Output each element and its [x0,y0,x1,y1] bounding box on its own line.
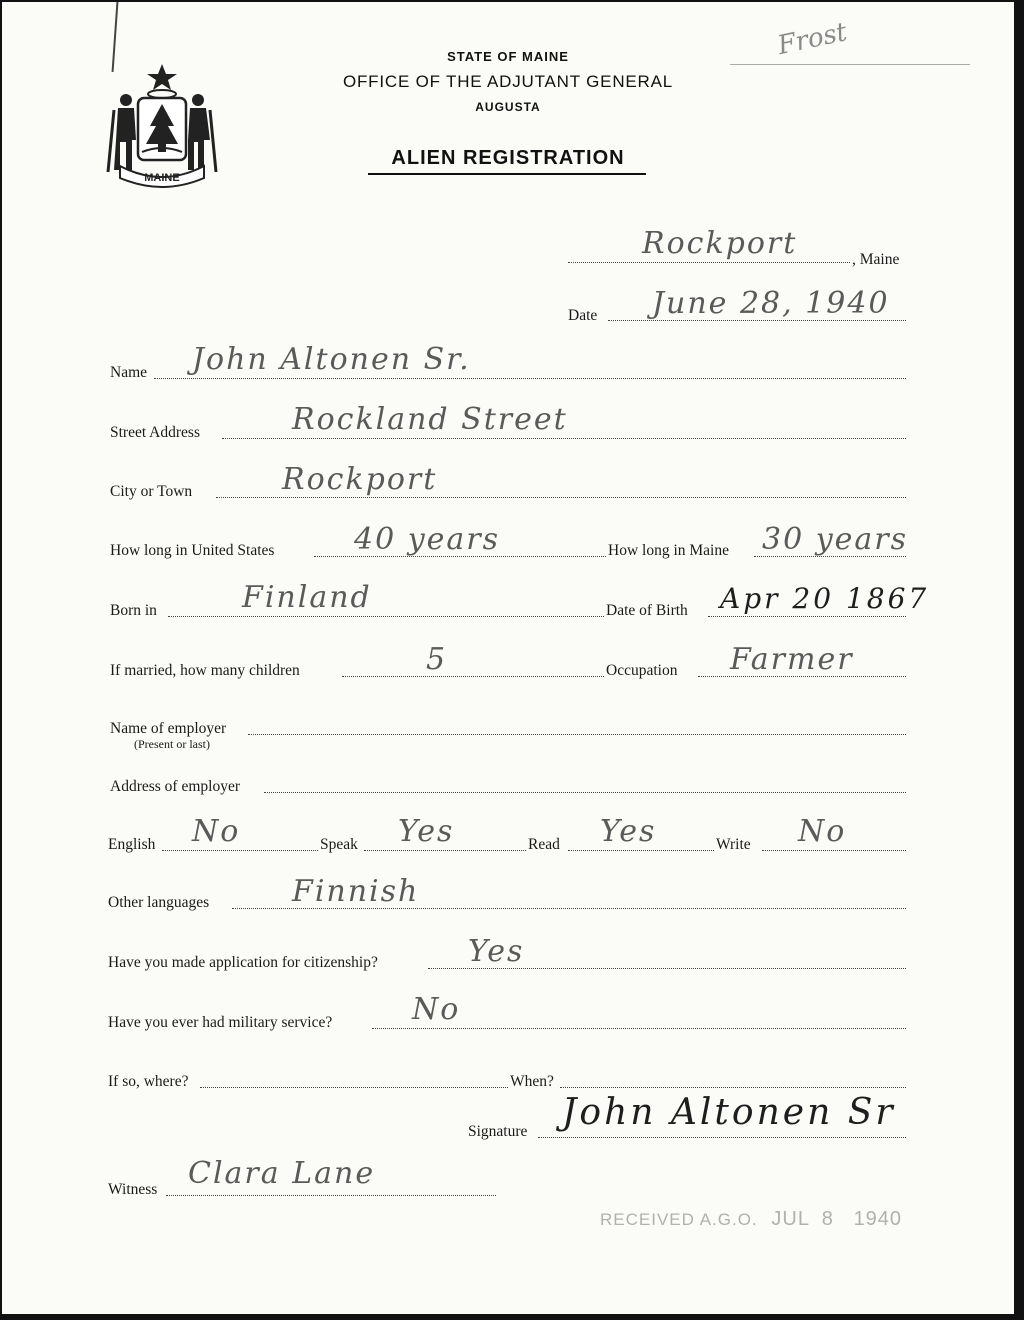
employer-name-label: Name of employer [110,720,227,737]
street-address-label: Street Address [110,424,200,441]
write-label: Write [716,836,751,853]
city-line [216,497,906,498]
where-line[interactable] [200,1087,508,1088]
read-value[interactable]: Yes [600,814,657,849]
children-label: If married, how many children [110,662,300,679]
stamp-month: JUL [771,1208,810,1230]
military-value[interactable]: No [412,992,461,1027]
other-languages-label: Other languages [108,894,210,911]
city-value[interactable]: Rockport [282,462,438,497]
location-line [568,262,850,263]
english-value[interactable]: No [192,814,241,849]
other-languages-value[interactable]: Finnish [292,874,420,909]
speak-label: Speak [320,836,358,853]
location-suffix: , Maine [852,251,900,268]
employer-address-line[interactable] [264,792,906,793]
city-label: City or Town [110,483,193,500]
born-in-value[interactable]: Finland [242,580,372,615]
how-long-maine-value[interactable]: 30 years [762,522,909,557]
speak-value[interactable]: Yes [398,814,455,849]
stamp-year: 1940 [853,1208,903,1230]
how-long-us-value[interactable]: 40 years [354,522,501,557]
corner-note: Frost [775,17,850,62]
occupation-label: Occupation [606,662,678,679]
title-underline [368,173,646,175]
when-label: When? [510,1073,554,1090]
occupation-value[interactable]: Farmer [730,642,854,677]
children-line [342,676,604,677]
english-line [162,850,318,851]
witness-label: Witness [108,1181,158,1198]
date-of-birth-value[interactable]: Apr 20 1867 [720,582,930,615]
how-long-maine-label: How long in Maine [608,542,729,559]
write-value[interactable]: No [798,814,847,849]
date-of-birth-label: Date of Birth [606,602,688,619]
name-value[interactable]: John Altonen Sr. [192,342,471,377]
form-title: ALIEN REGISTRATION [391,147,625,169]
where-label: If so, where? [108,1073,189,1090]
read-label: Read [528,836,560,853]
english-label: English [108,836,156,853]
name-label: Name [110,364,148,381]
employer-address-label: Address of employer [110,778,240,795]
signature-line [538,1137,906,1138]
citizenship-label: Have you made application for citizenship? [108,954,378,971]
location-value[interactable]: Rockport [642,226,798,261]
header-state: STATE OF MAINE [447,49,569,64]
stamp-day: 8 [821,1208,834,1230]
date-label: Date [568,307,598,324]
witness-value[interactable]: Clara Lane [188,1156,376,1191]
employer-name-line[interactable] [248,734,906,735]
received-stamp [600,1208,902,1231]
read-line [568,850,714,851]
born-in-label: Born in [110,602,157,619]
children-value[interactable]: 5 [426,642,448,677]
employer-name-sublabel: (Present or last) [134,737,210,751]
street-address-line [222,438,906,439]
military-label: Have you ever had military service? [108,1014,333,1031]
when-line[interactable] [560,1087,906,1088]
speak-line [364,850,526,851]
date-of-birth-line [708,616,906,617]
signature-value[interactable]: John Altonen Sr [562,1092,896,1133]
how-long-us-label: How long in United States [110,542,275,559]
stamp-prefix: RECEIVED A.G.O. [600,1210,758,1229]
registration-form [2,2,1014,1314]
born-in-line [168,616,604,617]
military-line [372,1028,906,1029]
citizenship-value[interactable]: Yes [468,934,525,969]
header-city: AUGUSTA [475,100,541,114]
witness-line [166,1195,496,1196]
name-line [154,378,906,379]
write-line [762,850,906,851]
seal-text: MAINE [144,172,180,184]
signature-label: Signature [468,1123,528,1140]
header-office: OFFICE OF THE ADJUTANT GENERAL [342,72,674,91]
street-address-value[interactable]: Rockland Street [292,402,568,437]
date-value[interactable]: June 28, 1940 [652,286,890,321]
corner-rule [730,64,970,65]
